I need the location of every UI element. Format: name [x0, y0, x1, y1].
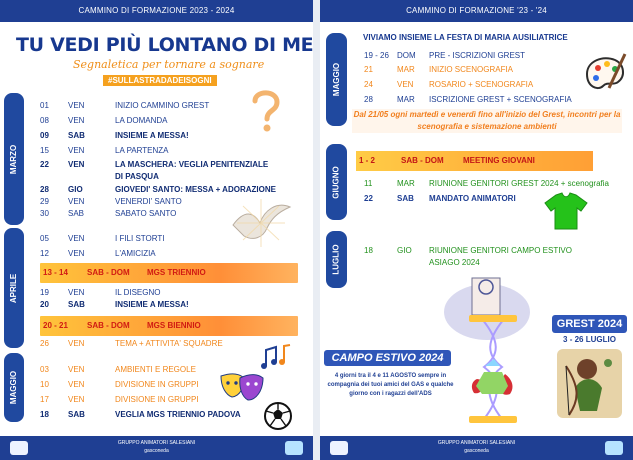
row-15: 10 VEN DIVISIONE IN GRUPPI: [40, 380, 199, 389]
hourglass-illustration: [442, 269, 544, 432]
campo-estivo-description: 4 giorni tra il 4 e 11 AGOSTO sempre in compagnia dei tuoi amici del GAS e qualche giorno con i ragazzi dell'ADS: [327, 373, 454, 397]
band-mgs-triennio: 13 - 14 SAB - DOM MGS TRIENNIO: [40, 263, 298, 283]
social-handle: gasconeda: [464, 448, 489, 454]
soccer-ball-icon: [263, 401, 293, 431]
row-14: 03 VEN AMBIENTI E REGOLE: [40, 365, 196, 374]
left-subtitle: Segnaletica per tornare a sognare: [73, 58, 265, 71]
row-08: 30 SAB SABATO SANTO: [40, 209, 177, 218]
grest-title: GREST 2024: [552, 315, 627, 333]
band-meeting-giovani: 1 - 2 SAB - DOM MEETING GIOVANI: [356, 151, 593, 171]
partner-logo-icon: [285, 441, 303, 455]
row-10: 12 VEN L'AMICIZIA: [40, 249, 156, 258]
hashtag-badge: #SULLASTRADADEISOGNI: [103, 75, 217, 86]
right-row-07: 18 GIO RIUNIONE GENITORI CAMPO ESTIVO: [364, 246, 572, 255]
scenography-note: Dal 21/05 ogni martedì e venerdì fino all'inizio del Grest, incontri per la scenografia e sistemazione ambienti: [353, 110, 621, 131]
theater-masks-icon: [219, 369, 265, 403]
archer-illustration: [557, 349, 622, 418]
right-row-08: ASIAGO 2024: [429, 258, 480, 267]
band-mgs-biennio: 20 - 21 SAB - DOM MGS BIENNIO: [40, 316, 298, 336]
right-title: VIVIAMO INSIEME LA FESTA DI MARIA AUSILIATRICE: [363, 33, 568, 42]
month-april: APRILE: [4, 228, 24, 348]
row-03: 09 SAB INSIEME A MESSA!: [40, 131, 189, 140]
row-05b: DI PASQUA: [115, 172, 159, 181]
right-row-05: 11 MAR RIUNIONE GENITORI GREST 2024 + scenografia: [364, 179, 609, 188]
month-may-right: MAGGIO: [326, 33, 347, 126]
gas-logo-icon: [10, 441, 28, 455]
row-07: 29 VEN VENERDI' SANTO: [40, 197, 182, 206]
row-12: 20 SAB INSIEME A MESSA!: [40, 300, 189, 309]
left-footer: GRUPPO ANIMATORI SALESIANI gasconeda: [0, 436, 313, 460]
row-17: 18 SAB VEGLIA MGS TRIENNIO PADOVA: [40, 410, 241, 419]
left-topbar: CAMMINO DI FORMAZIONE 2023 - 2024: [0, 0, 313, 22]
grest-dates: 3 - 26 LUGLIO: [563, 335, 616, 344]
left-title: TU VEDI PIÙ LONTANO DI ME: [16, 34, 313, 56]
row-02: 08 VEN LA DOMANDA: [40, 116, 168, 125]
left-page: [0, 0, 313, 460]
row-01: 01 VEN INIZIO CAMMINO GREST: [40, 101, 210, 110]
row-05: 22 VEN LA MASCHERA: VEGLIA PENITENZIALE: [40, 160, 269, 169]
month-march: MARZO: [4, 93, 24, 225]
row-16: 17 VEN DIVISIONE IN GRUPPI: [40, 395, 199, 404]
right-row-02: 21 MAR INIZIO SCENOGRAFIA: [364, 65, 514, 74]
paint-palette-icon: [583, 53, 627, 91]
month-july: LUGLIO: [326, 231, 347, 288]
gas-logo-icon: [330, 441, 348, 455]
campo-estivo-title: CAMPO ESTIVO 2024: [324, 350, 451, 366]
social-handle: gasconeda: [144, 448, 169, 454]
right-row-04: 28 MAR ISCRIZIONE GREST + SCENOGRAFIA: [364, 95, 572, 104]
right-row-06: 22 SAB MANDATO ANIMATORI: [364, 194, 516, 203]
row-13: 26 VEN TEMA + ATTIVITA' SQUADRE: [40, 339, 223, 348]
tshirt-icon: [543, 192, 589, 230]
partner-logo-icon: [605, 441, 623, 455]
row-06: 28 GIO GIOVEDI' SANTO: MESSA + ADORAZIONE: [40, 185, 276, 194]
month-may: MAGGIO: [4, 353, 24, 422]
month-june: GIUGNO: [326, 144, 347, 220]
row-04: 15 VEN LA PARTENZA: [40, 146, 169, 155]
right-footer: GRUPPO ANIMATORI SALESIANI gasconeda: [320, 436, 633, 460]
right-topbar: CAMMINO DI FORMAZIONE '23 - '24: [320, 0, 633, 22]
right-row-01: 19 - 26 DOM PRE - ISCRIZIONI GREST: [364, 51, 526, 60]
row-11: 19 VEN IL DISEGNO: [40, 288, 161, 297]
row-09: 05 VEN I FILI STORTI: [40, 234, 165, 243]
right-row-03: 24 VEN ROSARIO + SCENOGRAFIA: [364, 80, 534, 89]
